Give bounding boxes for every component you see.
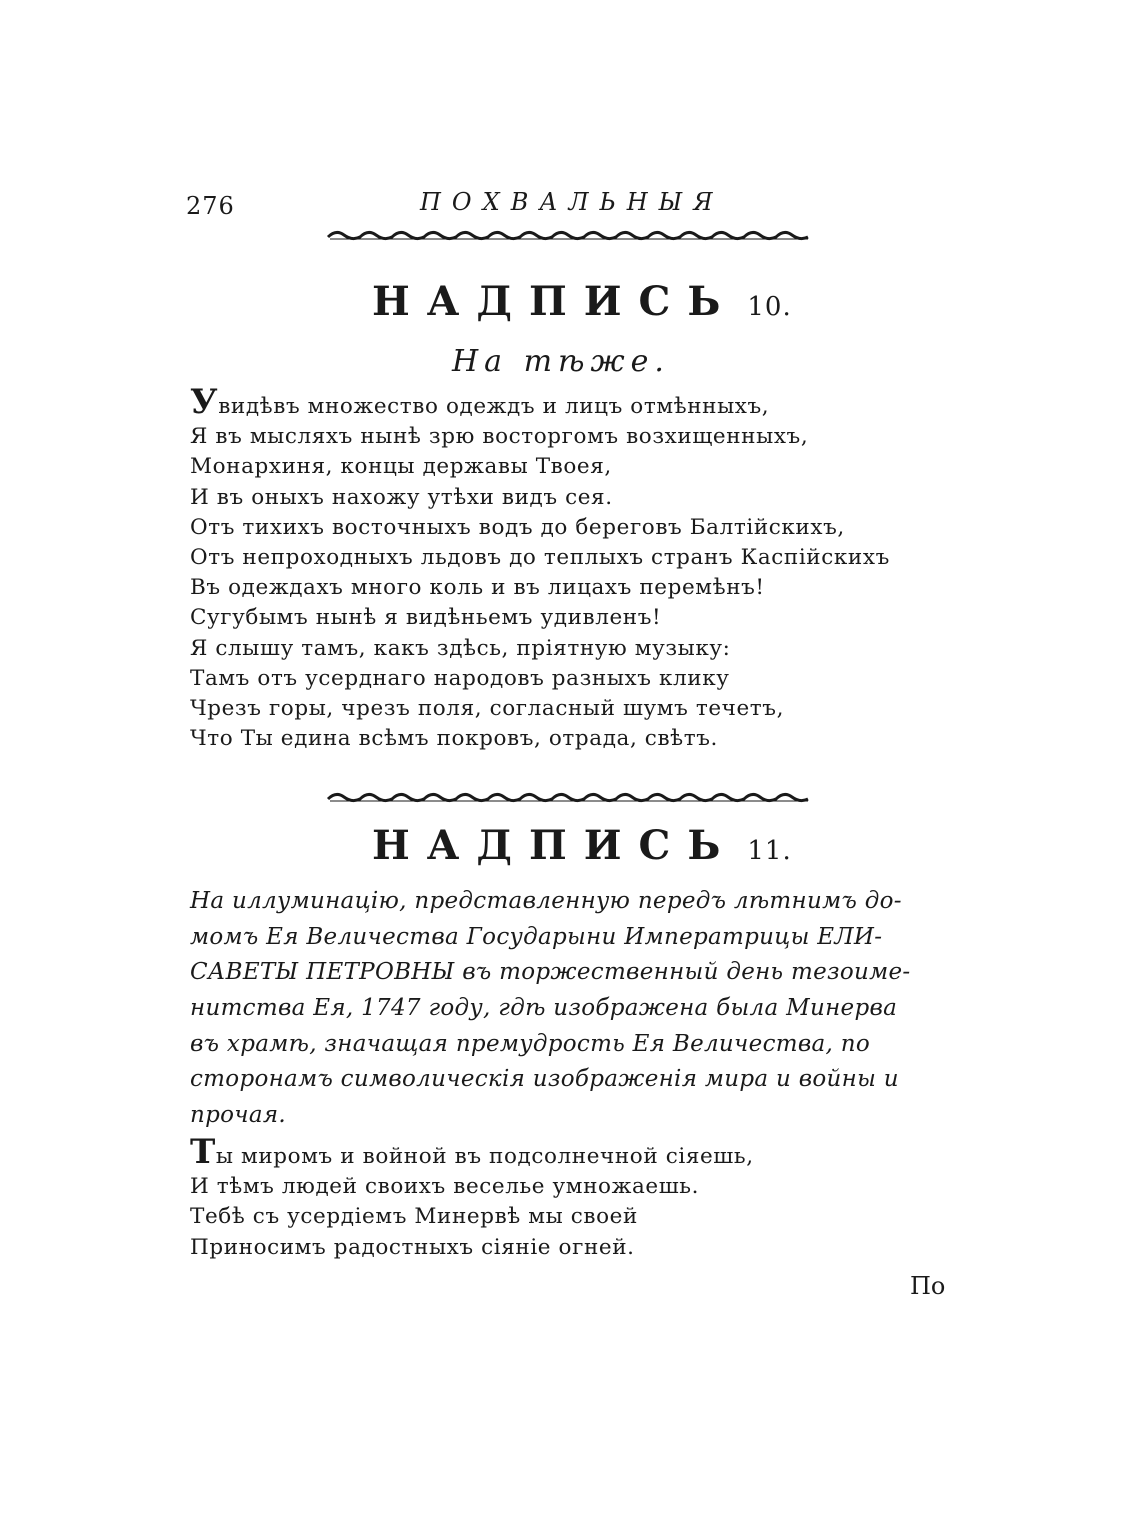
intro-line: САВЕТЫ ПЕТРОВНЫ въ торжественный день тезоиме-: [190, 959, 911, 986]
verse-line: Монархиня, концы державы Твоея,: [190, 454, 612, 480]
running-title: ПОХВАЛЬНЫЯ: [420, 188, 724, 216]
heading-text: НАДПИСЬ: [372, 278, 738, 325]
intro-line: нитства Ея, 1747 году, гдѣ изображена была Минерва: [190, 995, 898, 1022]
verse-line: Я слышу тамъ, какъ здѣсь, пріятную музыку:: [190, 635, 731, 661]
verse-line: Увидѣвъ множество одеждъ и лицъ отмѣнныхъ,: [190, 382, 770, 422]
drop-cap: Т: [190, 1132, 216, 1172]
verse-line: Я въ мысляхъ нынѣ зрю восторгомъ возхищенныхъ,: [190, 424, 809, 450]
page-number: 276: [186, 192, 235, 220]
heading-text: НАДПИСЬ: [372, 822, 738, 869]
verse-line: Чрезъ горы, чрезъ поля, согласный шумъ течетъ,: [190, 695, 785, 721]
verse-line: Отъ непроходныхъ льдовъ до теплыхъ странъ Каспійскихъ: [190, 544, 890, 570]
intro-line: сторонамъ символическія изображенія мира и войны и: [190, 1066, 899, 1093]
verse-line: Что Ты едина всѣмъ покровъ, отрада, свѣтъ.: [190, 726, 718, 752]
verse-line: И тѣмъ людей своихъ веселье умножаешь.: [190, 1174, 700, 1200]
section-subtitle: На тѣже.: [452, 344, 670, 379]
verse-block-10: [190, 382, 890, 754]
verse-line: Ты миромъ и войной въ подсолнечной сіяешь,: [190, 1132, 754, 1172]
verse-line: И въ оныхъ нахожу утѣхи видъ сея.: [190, 484, 613, 510]
verse-line: Сугубымъ нынѣ я видѣньемъ удивленъ!: [190, 605, 662, 631]
verse-line: Тамъ отъ усерднаго народовъ разныхъ клику: [190, 665, 730, 691]
verse-line: Въ одеждахъ много коль и въ лицахъ перемѣнъ!: [190, 575, 765, 601]
intro-line: момъ Ея Величества Государыни Императрицы ЕЛИ-: [190, 923, 883, 950]
verse-line: Тебѣ съ усердіемъ Минервѣ мы своей: [190, 1204, 638, 1230]
section-heading-11: [372, 822, 792, 869]
catchword: По: [910, 1272, 946, 1300]
drop-cap: У: [190, 382, 219, 422]
intro-line: въ храмѣ, значащая премудрость Ея Величества, по: [190, 1030, 871, 1057]
verse-line: Отъ тихихъ восточныхъ водъ до береговъ Балтійскихъ,: [190, 514, 845, 540]
verse-line: Приносимъ радостныхъ сіяніе огней.: [190, 1234, 635, 1260]
section-heading-10: [372, 278, 792, 325]
heading-number: 11.: [747, 836, 792, 866]
section-intro: [190, 884, 968, 1134]
ornament-divider-top: [326, 228, 812, 242]
intro-line: прочая.: [190, 1102, 287, 1129]
ornament-divider-middle: [326, 790, 812, 804]
intro-line: На иллуминацію, представленную передъ лѣтнимъ до-: [190, 888, 902, 914]
heading-number: 10.: [747, 292, 792, 322]
verse-block-11: [190, 1132, 754, 1263]
